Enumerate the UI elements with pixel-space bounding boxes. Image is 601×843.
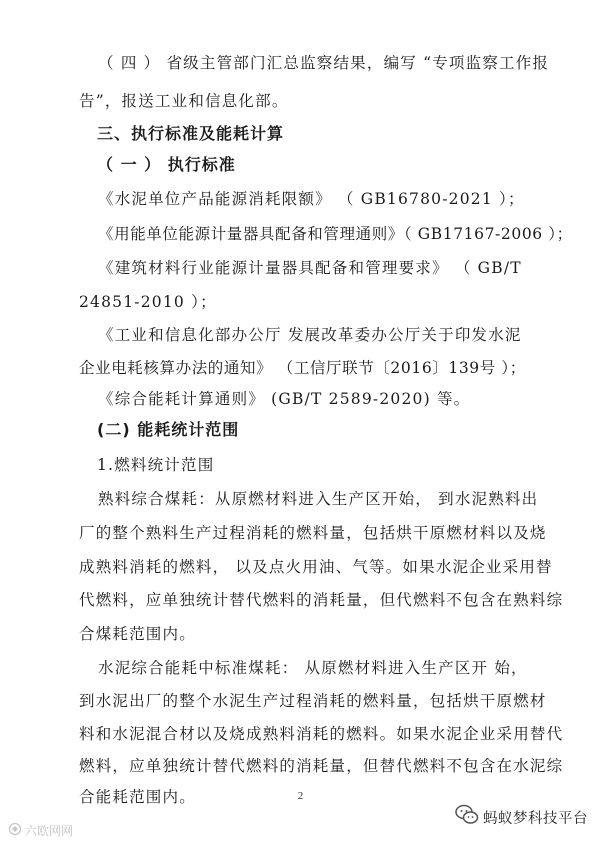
wechat-icon bbox=[455, 804, 479, 830]
paragraph-line: （ 四 ） 省级主管部门汇总监察结果，编写 “专项监察工作报 bbox=[98, 54, 550, 72]
page-number: 2 bbox=[297, 790, 304, 802]
paragraph-line: 告”，报送工业和信息化部。 bbox=[79, 92, 289, 110]
paragraph-line: 水泥综合能耗中标准煤耗： 从原燃材料进入生产区开 始， bbox=[98, 659, 528, 677]
account-name: 蚂蚁梦科技平台 bbox=[483, 810, 588, 827]
watermark-text: 六欧网网 bbox=[25, 824, 74, 838]
paragraph-line: 《建筑材料行业能源计量器具配备和管理要求》 （ GB/T bbox=[98, 259, 522, 277]
paragraph-line: 合能耗范围内。 bbox=[79, 788, 196, 806]
paragraph-line: 合煤耗范围内。 bbox=[79, 625, 196, 643]
paragraph-line: 《工业和信息化部办公厅 发展改革委办公厅关于印发水泥 bbox=[98, 326, 522, 344]
account-badge bbox=[455, 804, 588, 830]
paragraph-line: 《综合能耗计算通则》 (GB/T 2589-2020) 等。 bbox=[98, 390, 471, 408]
section-heading: 三、执行标准及能耗计算 bbox=[97, 124, 285, 143]
watermark-icon bbox=[8, 822, 22, 839]
paragraph-line: 燃料，应单独统计替代燃料的消耗量，但替代燃料不包含在水泥综 bbox=[79, 757, 564, 775]
paragraph-line: 料和水泥混合材以及烧成熟料消耗的燃料。如果水泥企业采用替代 bbox=[79, 725, 564, 743]
paragraph-line: 代燃料，应单独统计替代燃料的消耗量，但代燃料不包含在熟料综 bbox=[79, 591, 564, 609]
subsection-heading: （ 一 ） 执行标准 bbox=[97, 155, 236, 174]
paragraph-line: 到水泥出厂的整个水泥生产过程消耗的燃料量，包括烘干原燃材 bbox=[79, 692, 547, 710]
paragraph-line: 企业电耗核算办法的通知》 （工信厅联节〔2016〕139号 ）； bbox=[79, 359, 526, 377]
paragraph-line: 1.燃料统计范围 bbox=[97, 456, 215, 474]
paragraph-line: 《水泥单位产品能源消耗限额》 （ GB16780-2021 ）； bbox=[98, 190, 525, 208]
paragraph-line: 《用能单位能源计量器具配备和管理通则》（ GB17167-2006 ）； bbox=[98, 225, 573, 243]
paragraph-line: 厂的整个熟料生产过程消耗的燃料量，包括烘干原燃材料以及烧 bbox=[79, 524, 547, 542]
watermark bbox=[8, 822, 73, 839]
paragraph-line: 熟料综合煤耗：从原燃材料进入生产区开始， 到水泥熟料出 bbox=[98, 490, 539, 508]
subsection-heading: (二) 能耗统计范围 bbox=[97, 420, 240, 439]
paragraph-line: 24851-2010 ）； bbox=[79, 293, 217, 311]
paragraph-line: 成熟料消耗的燃料， 以及点火用油、气等。如果水泥企业采用替 bbox=[79, 558, 553, 576]
